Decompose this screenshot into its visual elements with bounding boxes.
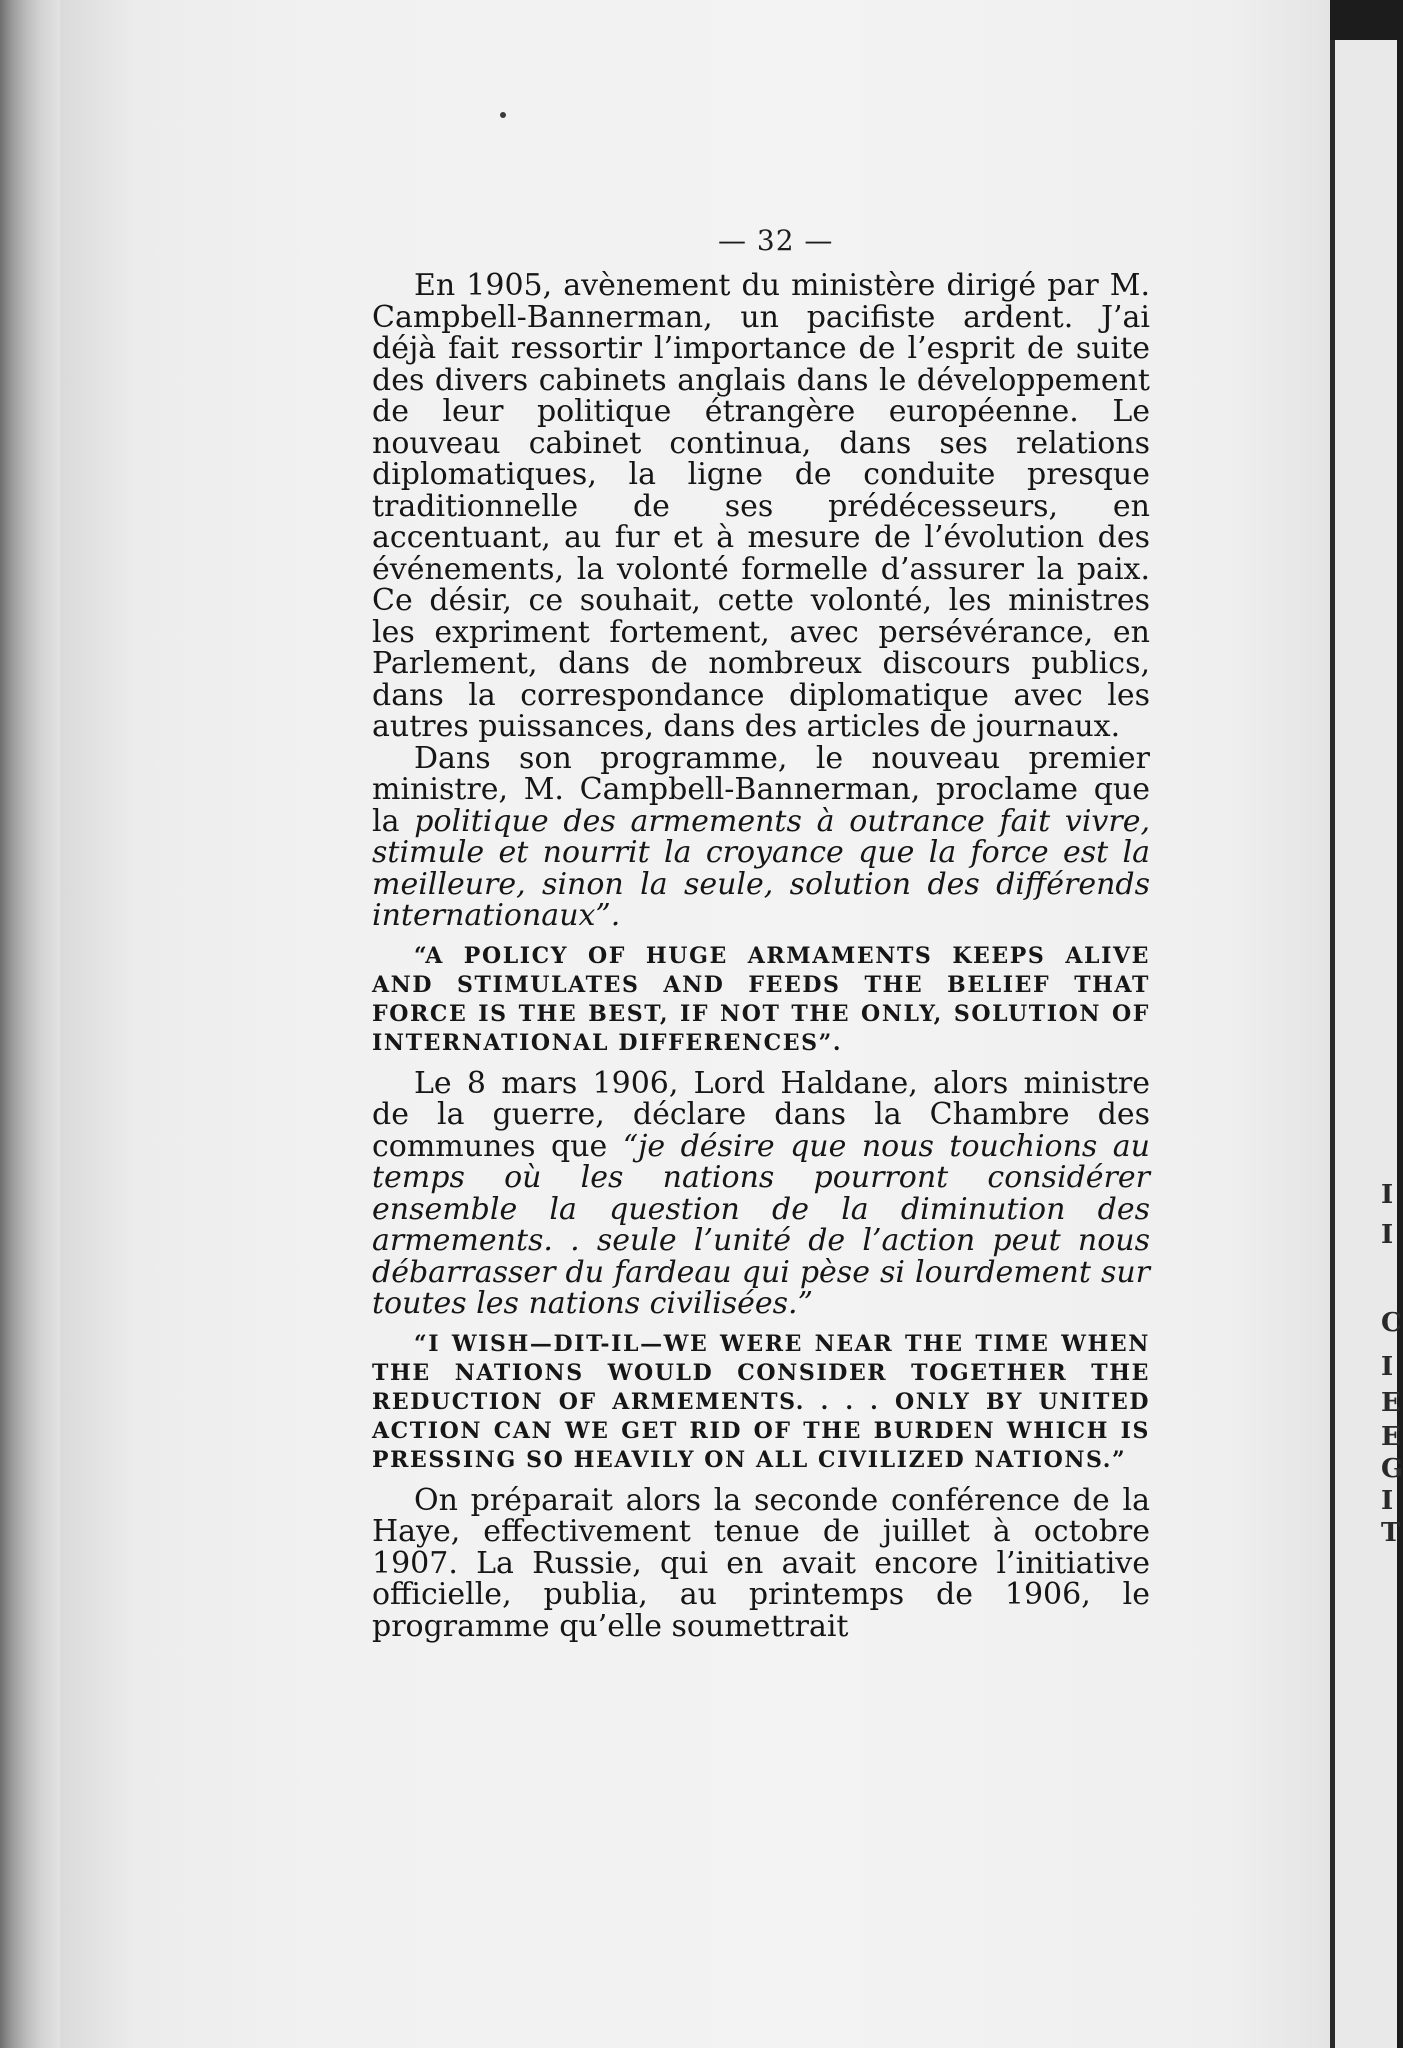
paragraph-1905-cabinet: En 1905, avènement du ministère dirigé par M. Campbell-Bannerman, un pacifiste ardent. J’ai déjà fait ressortir l’importance de l’esprit de suite des divers cabinets anglais dans le développement de leur politique étrangère européenne. Le nouveau cabinet continua, dans ses relations diplomatiques, la ligne de conduite presque traditionnelle de ses prédécesseurs, en accentuant, au fur et à mesure de l’évolution des événements, la volonté formelle d’assurer la paix. Ce désir, ce souhait, cette volonté, les ministres les expriment fortement, avec persévérance, en Parlement, dans de nombreux discours publics, dans la correspondance diplomatique avec les autres puissances, dans des articles de journaux. xyxy=(372,268,1150,744)
paragraph-campbell-bannerman xyxy=(372,740,1150,933)
english-quote-armaments: “A POLICY OF HUGE ARMAMENTS KEEPS ALIVE AND STIMULATES AND FEEDS THE BELIEF THAT FORCE IS THE BEST, IF NOT THE ONLY, SOLUTION OF INTERNATIONAL DIFFERENCES”. xyxy=(372,942,1150,1056)
italic-quote: politique des armements à outrance fait vivre, stimule et nourrit la croyance que la force est la meilleure, sinon la seule, solution des différends internationaux”. xyxy=(372,803,1150,933)
adjacent-page-glyph: E xyxy=(1381,1422,1401,1452)
paragraph-lead-text: Le 8 mars 1906, Lord Haldane, alors ministre de la guerre, déclare dans la Chambre des communes que xyxy=(372,1065,1150,1164)
adjacent-page-glyph: I xyxy=(1381,1180,1394,1210)
english-quote-haldane: “I WISH—DIT-IL—WE WERE NEAR THE TIME WHEN THE NATIONS WOULD CONSIDER TOGETHER THE REDUCTION OF ARMEMENTS. . . . ONLY BY UNITED ACTION CAN WE GET RID OF THE BURDEN WHICH IS PRESSING SO HEAVILY ON ALL CIVILIZED NATIONS.” xyxy=(372,1330,1150,1473)
page-number: — 32 — xyxy=(718,224,834,257)
italic-quote: “je désire que nous touchions au temps où les nations pourront considérer ensemble la question de la diminution des armements. . seule l’unité de l’action peut nous débarrasser du fardeau qui pèse si lourdement sur toutes les nations civilisées.” xyxy=(372,1128,1150,1321)
paragraph-haldane xyxy=(372,1065,1150,1321)
adjacent-page-glyph: I xyxy=(1381,1352,1394,1382)
adjacent-page-glyph: T xyxy=(1381,1518,1401,1548)
adjacent-page-glyph: G xyxy=(1381,1454,1403,1484)
body-text xyxy=(372,270,1150,1642)
adjacent-page-glyph: E xyxy=(1381,1388,1401,1418)
book-page-edge xyxy=(0,0,60,2048)
adjacent-page-glyph: I xyxy=(1381,1220,1394,1250)
paper-speck xyxy=(500,112,506,118)
adjacent-page-glyph: C xyxy=(1381,1308,1402,1338)
adjacent-page-glyph: I xyxy=(1381,1486,1394,1516)
adjacent-page-strip xyxy=(1330,40,1403,2048)
paragraph-lead-text: Dans son programme, le nouveau premier ministre, M. Campbell-Bannerman, proclame que la xyxy=(372,740,1150,839)
paragraph-hague-conference: On préparait alors la seconde conférence de la Haye, effectivement tenue de juillet à octobre 1907. La Russie, qui en avait encore l’initiative officielle, publia, au printemps de 1906, le programme qu’elle soumettrait xyxy=(372,1482,1150,1644)
